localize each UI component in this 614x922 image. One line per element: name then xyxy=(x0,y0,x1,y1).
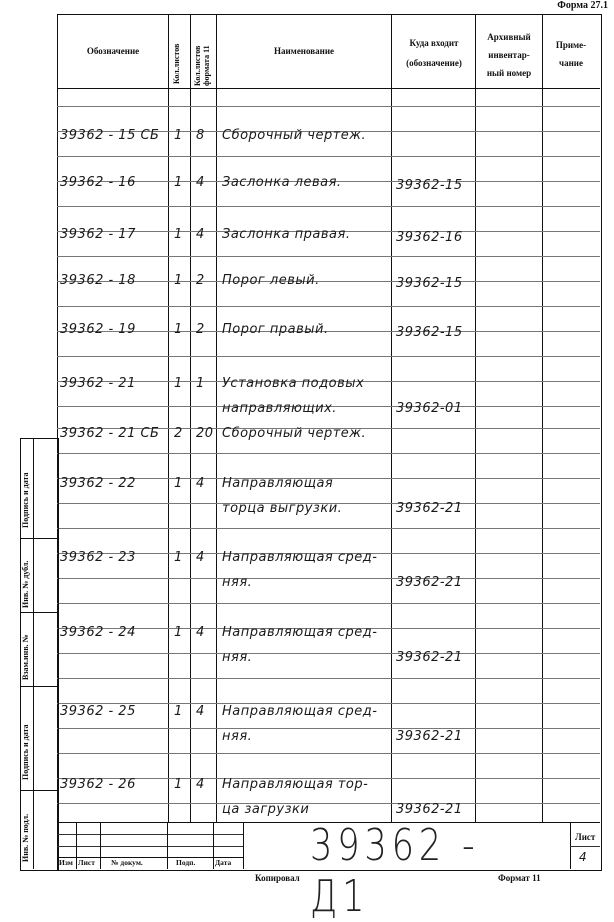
stamp-col-5 xyxy=(243,822,244,869)
side-line-4 xyxy=(20,790,57,791)
row-line xyxy=(57,156,600,157)
row-where: 39362-15 xyxy=(396,276,463,291)
row-where: 39362-16 xyxy=(396,230,463,245)
header-archive-1: Архивный xyxy=(487,32,531,42)
row-sheets-f11: 1 xyxy=(196,376,205,391)
row-sheets-f11: 4 xyxy=(196,625,205,640)
row-line xyxy=(57,753,600,754)
stamp-col-2 xyxy=(100,822,101,869)
row-sheets-f11: 2 xyxy=(196,322,205,337)
row-sheets: 1 xyxy=(174,777,183,792)
row-line xyxy=(57,603,600,604)
form-label: Форма 27.1 xyxy=(557,0,608,11)
footer-copied: Копировал xyxy=(255,873,300,883)
footer-format: Формат 11 xyxy=(498,873,541,883)
row-name: Сборочный чертеж. xyxy=(222,128,367,143)
row-line xyxy=(57,528,600,529)
col-line-3 xyxy=(216,14,217,822)
side-label-inv-dup: Инв. № дубл. xyxy=(21,560,30,608)
row-designation: 39362 - 26 xyxy=(60,777,136,792)
row-where: 39362-01 xyxy=(396,401,463,416)
row-name-2: няя. xyxy=(222,650,253,665)
side-label-inv-orig: Инв. № подл. xyxy=(21,813,30,862)
row-line xyxy=(57,653,600,654)
row-name: Направляющая xyxy=(222,476,334,491)
header-where-used-1: Куда входит xyxy=(409,38,459,48)
stamp-col-3 xyxy=(167,822,168,869)
row-name: Порог правый. xyxy=(222,322,329,337)
row-where: 39362-21 xyxy=(396,575,463,590)
row-sheets-f11: 2 xyxy=(196,273,205,288)
row-name-2: направляющих. xyxy=(222,401,337,416)
row-where: 39362-21 xyxy=(396,729,463,744)
row-sheets: 1 xyxy=(174,376,183,391)
col-line-5 xyxy=(475,14,476,822)
side-label-instead-inv: Взам.инв. № xyxy=(21,634,30,680)
row-name-2: няя. xyxy=(222,575,253,590)
side-label-sign-date-bottom: Подпись и дата xyxy=(21,724,30,780)
row-designation: 39362 - 18 xyxy=(60,273,136,288)
stamp-mid-line-2 xyxy=(57,846,243,847)
side-line-3 xyxy=(20,686,57,687)
side-line-2 xyxy=(20,612,57,613)
row-name-2: няя. xyxy=(222,729,253,744)
col-line-4 xyxy=(391,14,392,822)
row-sheets-f11: 8 xyxy=(196,128,205,143)
row-name: Сборочный чертеж. xyxy=(222,426,367,441)
row-sheets: 1 xyxy=(174,175,183,190)
row-name: Направляющая сред- xyxy=(222,625,378,640)
row-line xyxy=(57,356,600,357)
row-line xyxy=(57,106,600,107)
header-archive-2: инвентар- xyxy=(488,50,530,60)
row-where: 39362-21 xyxy=(396,650,463,665)
stamp-sheet-label: Лист xyxy=(575,832,596,842)
row-name: Направляющая сред- xyxy=(222,550,378,565)
header-note-2: чание xyxy=(559,58,583,68)
stamp-col-4 xyxy=(213,822,214,869)
row-sheets-f11: 20 xyxy=(196,426,214,441)
row-designation: 39362 - 21 xyxy=(60,376,136,391)
row-sheets: 1 xyxy=(174,128,183,143)
header-where-used-2: (обозначение) xyxy=(406,58,462,68)
header-designation: Обозначение xyxy=(86,46,140,56)
col-line-1 xyxy=(168,14,169,822)
row-sheets: 1 xyxy=(174,550,183,565)
row-designation: 39362 - 15 СБ xyxy=(60,128,160,143)
row-sheets-f11: 4 xyxy=(196,704,205,719)
side-line-1 xyxy=(20,538,57,539)
row-sheets: 1 xyxy=(174,625,183,640)
row-line xyxy=(57,281,600,282)
row-sheets-f11: 4 xyxy=(196,227,205,242)
stamp-label-sign: Подп. xyxy=(176,858,196,867)
row-designation: 39362 - 22 xyxy=(60,476,136,491)
row-name-2: торца выгрузки. xyxy=(222,501,343,516)
row-line xyxy=(57,578,600,579)
row-line xyxy=(57,206,600,207)
stamp-label-date: Дата xyxy=(215,858,232,867)
row-sheets-f11: 4 xyxy=(196,777,205,792)
row-sheets-f11: 4 xyxy=(196,476,205,491)
row-name-2: ца загрузки xyxy=(222,802,310,817)
header-sheet-count-f11: Кол.листов формата 11 xyxy=(193,45,211,86)
row-sheets: 2 xyxy=(174,426,183,441)
side-strip-divider xyxy=(33,438,34,869)
row-line xyxy=(57,803,600,804)
row-name: Направляющая сред- xyxy=(222,704,378,719)
header-bottom-line xyxy=(57,88,600,89)
row-where: 39362-15 xyxy=(396,178,463,193)
row-sheets: 1 xyxy=(174,322,183,337)
row-sheets: 1 xyxy=(174,476,183,491)
row-where: 39362-21 xyxy=(396,802,463,817)
row-line xyxy=(57,678,600,679)
row-where: 39362-21 xyxy=(396,501,463,516)
stamp-col-1 xyxy=(76,822,77,869)
col-line-6 xyxy=(542,14,543,822)
row-designation: 39362 - 24 xyxy=(60,625,136,640)
row-line xyxy=(57,306,600,307)
row-sheets: 1 xyxy=(174,273,183,288)
row-sheets-f11: 4 xyxy=(196,550,205,565)
row-sheets-f11: 4 xyxy=(196,175,205,190)
stamp-label-doc-num: № докум. xyxy=(111,858,143,867)
side-label-sign-date-top: Подпись и дата xyxy=(21,472,30,528)
stamp-sheet-number: 4 xyxy=(579,850,588,864)
stamp-mid-line-1 xyxy=(57,834,243,835)
row-name: Порог левый. xyxy=(222,273,320,288)
row-designation: 39362 - 19 xyxy=(60,322,136,337)
row-line xyxy=(57,256,600,257)
stamp-label-list: Лист xyxy=(78,858,95,867)
row-name: Направляющая тор- xyxy=(222,777,369,792)
row-sheets: 1 xyxy=(174,227,183,242)
col-line-2 xyxy=(190,14,191,822)
row-designation: 39362 - 16 xyxy=(60,175,136,190)
row-name: Установка подовых xyxy=(222,376,365,391)
header-sheet-count: Кол.листов xyxy=(172,43,181,84)
row-name: Заслонка правая. xyxy=(222,227,351,242)
row-sheets: 1 xyxy=(174,704,183,719)
header-archive-3: ный номер xyxy=(486,68,532,78)
row-name: Заслонка левая. xyxy=(222,175,342,190)
stamp-sheet-divider xyxy=(570,846,600,847)
row-where: 39362-15 xyxy=(396,325,463,340)
header-note-1: Приме- xyxy=(555,40,587,50)
stamp-label-izm: Изм xyxy=(59,858,73,867)
row-line xyxy=(57,728,600,729)
row-designation: 39362 - 25 xyxy=(60,704,136,719)
row-designation: 39362 - 21 СБ xyxy=(60,426,160,441)
row-line xyxy=(57,453,600,454)
row-designation: 39362 - 23 xyxy=(60,550,136,565)
document-code: 39362 - Д1 xyxy=(310,820,480,922)
header-name: Наименование xyxy=(274,46,334,56)
row-designation: 39362 - 17 xyxy=(60,227,136,242)
